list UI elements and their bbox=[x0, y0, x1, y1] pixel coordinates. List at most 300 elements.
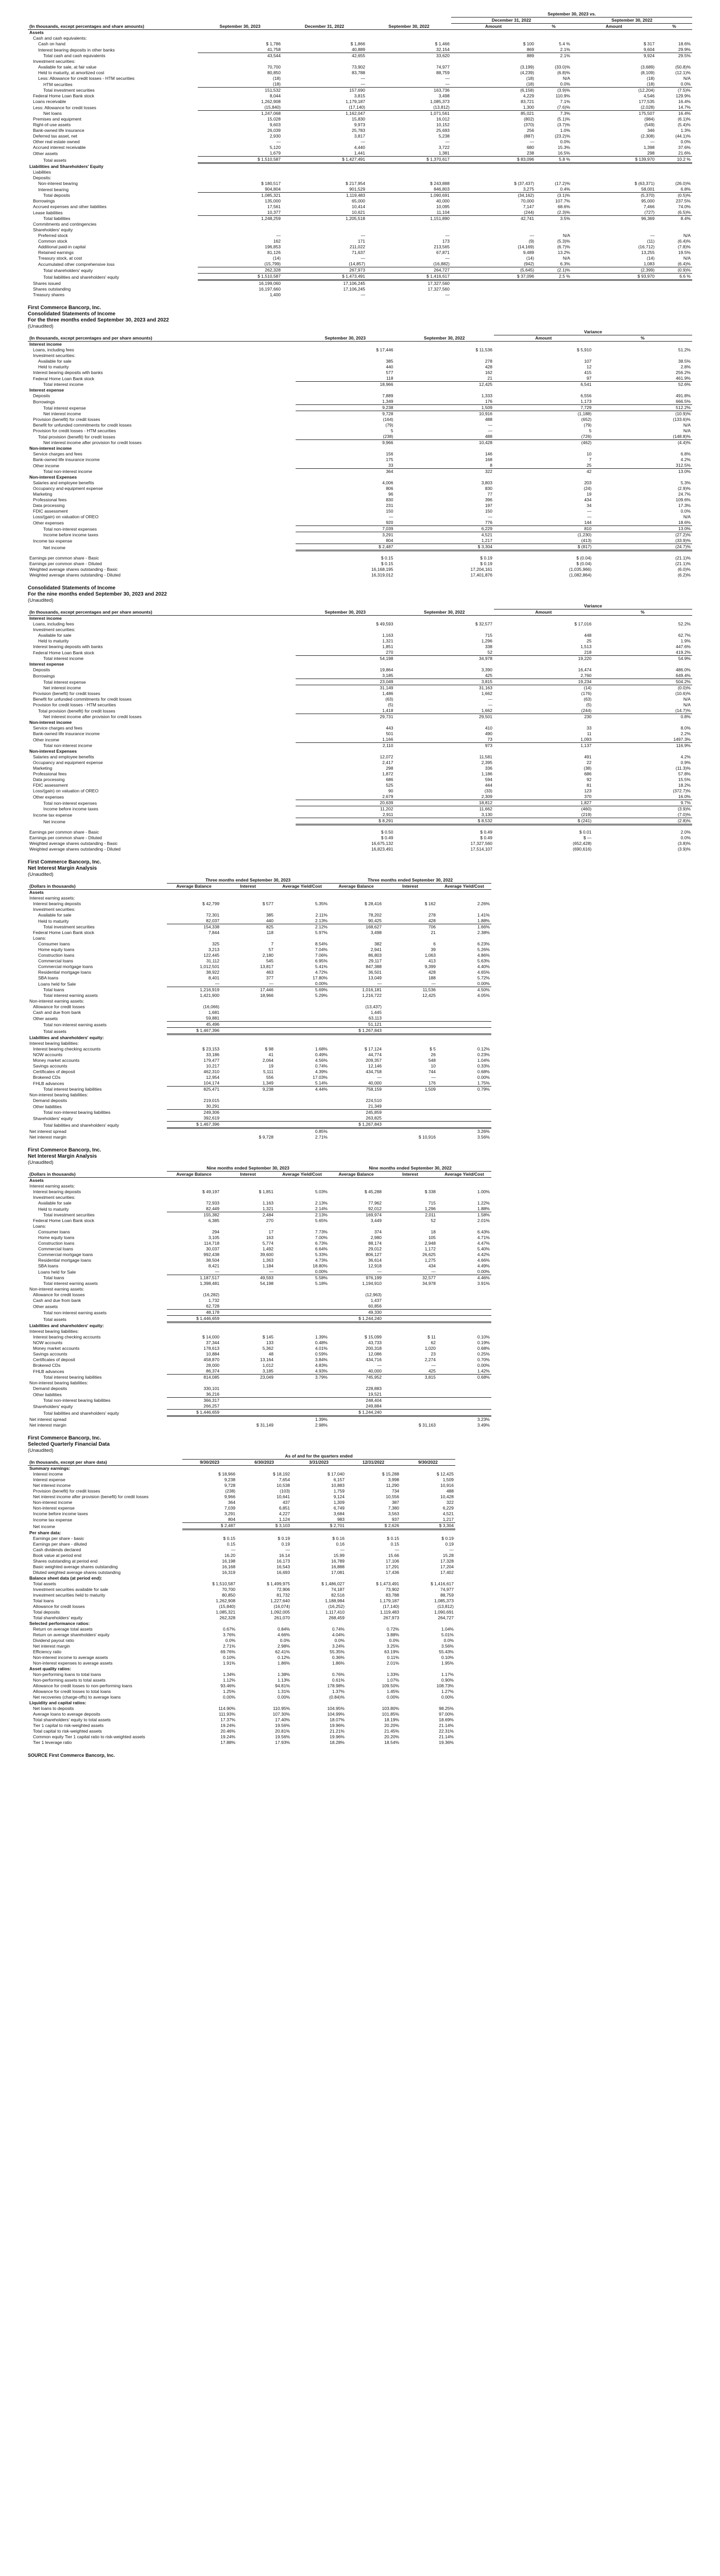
table-cell: 5.29% bbox=[315, 993, 328, 998]
row-label: Federal Home Loan Bank stock bbox=[33, 650, 95, 655]
table-cell bbox=[296, 387, 395, 393]
table-cell bbox=[395, 825, 494, 830]
row-label: Other assets bbox=[33, 1303, 58, 1309]
unaudited-label: (Unaudited) bbox=[28, 1448, 54, 1453]
row-label: Income before income taxes bbox=[43, 532, 98, 537]
table-cell: 3,390 bbox=[481, 667, 492, 672]
table-cell bbox=[395, 551, 494, 556]
table-cell: 0.67% bbox=[222, 1626, 235, 1632]
table-cell: 77 bbox=[487, 492, 492, 497]
table-cell: 434,716 bbox=[366, 1357, 382, 1362]
table-cell: 2,395 bbox=[481, 760, 492, 765]
row-label: Total liabilities and shareholders' equity bbox=[43, 1122, 119, 1128]
table-cell: 20.20% bbox=[384, 1734, 399, 1739]
table-cell: (413) bbox=[581, 538, 592, 543]
table-cell: (18) bbox=[272, 76, 281, 81]
table-cell: 17,401,876 bbox=[470, 572, 492, 578]
table-cell: 33,620 bbox=[367, 53, 451, 59]
table-row bbox=[28, 1740, 455, 1745]
table-row bbox=[28, 105, 692, 111]
table-cell: $ 17,446 bbox=[376, 347, 393, 352]
table-cell: — bbox=[445, 292, 450, 297]
table-cell: 10 bbox=[587, 451, 592, 456]
row-label: Assets bbox=[29, 30, 44, 35]
table-cell bbox=[167, 1380, 221, 1386]
table-cell: (1,230) bbox=[494, 532, 593, 538]
table-cell bbox=[593, 720, 693, 725]
row-label: Net interest income bbox=[43, 685, 81, 690]
table-cell: 0.00% bbox=[277, 1694, 290, 1700]
table-cell bbox=[275, 998, 329, 1004]
statement-title: Consolidated Statements of Income bbox=[28, 311, 116, 317]
table-cell: 491.8% bbox=[676, 393, 691, 398]
table-cell: 17,106 bbox=[386, 1558, 399, 1564]
table-cell bbox=[275, 1392, 329, 1398]
table-cell: 33,186 bbox=[206, 1052, 219, 1057]
table-cell: 434,758 bbox=[366, 1069, 382, 1074]
table-cell: 4.39% bbox=[315, 1069, 328, 1074]
table-row bbox=[28, 1523, 455, 1530]
row-label: Net income bbox=[43, 545, 65, 550]
table-cell: $ 5,910 bbox=[577, 347, 592, 352]
table-cell: 8.4% bbox=[656, 216, 692, 222]
table-cell: 24.7% bbox=[678, 492, 691, 497]
table-cell: 17,291 bbox=[386, 1564, 399, 1569]
bs-group-header: September 30, 2023 vs. bbox=[451, 11, 692, 18]
table-cell: (0.5)% bbox=[656, 193, 692, 199]
row-label: Borrowings bbox=[33, 399, 55, 404]
table-cell: 744 bbox=[428, 1069, 436, 1074]
table-cell: 16,012 bbox=[436, 116, 450, 122]
table-row bbox=[28, 1178, 491, 1184]
table-cell: 5.69% bbox=[275, 987, 329, 993]
table-cell: 16,173 bbox=[277, 1558, 290, 1564]
table-cell: 370 bbox=[584, 794, 592, 799]
table-cell bbox=[437, 1410, 491, 1416]
table-cell: 10,377 bbox=[267, 210, 281, 215]
table-row bbox=[28, 1098, 491, 1104]
table-cell: 73 bbox=[487, 737, 492, 742]
table-cell bbox=[656, 36, 692, 41]
table-cell: 10,538 bbox=[277, 1483, 290, 1488]
row-label: Available for sale bbox=[38, 1200, 72, 1206]
table-row bbox=[28, 267, 692, 274]
table-row bbox=[28, 1621, 455, 1626]
table-cell: (164) bbox=[383, 417, 393, 422]
table-cell: 1.68% bbox=[315, 1046, 328, 1052]
row-label: Retained earnings bbox=[38, 250, 74, 255]
table-row bbox=[28, 987, 491, 993]
table-cell: $ 1,267,843 bbox=[329, 1122, 383, 1128]
row-label: Occupancy and equipment expense bbox=[33, 486, 103, 491]
table-cell: 804 bbox=[386, 538, 393, 543]
table-cell: 3.24% bbox=[332, 1643, 345, 1649]
row-label: Commitments and contingencies bbox=[33, 222, 97, 227]
table-cell: (244) bbox=[524, 210, 534, 215]
source-line: SOURCE First Commerce Bancorp, Inc. bbox=[28, 1753, 115, 1758]
row-label: Provision (benefit) for credit losses bbox=[33, 417, 100, 422]
table-cell: 3.5% bbox=[536, 216, 572, 222]
row-label: Federal Home Loan Bank stock bbox=[33, 93, 95, 98]
table-row bbox=[28, 1115, 491, 1122]
table-cell: 1,262,908 bbox=[216, 1598, 235, 1603]
table-cell: 83,788 bbox=[386, 1592, 399, 1598]
table-cell: 73,902 bbox=[386, 1587, 399, 1592]
table-cell bbox=[572, 286, 656, 292]
row-label: Total non-interest expenses bbox=[43, 526, 97, 532]
table-cell: N/A bbox=[683, 256, 691, 261]
table-cell bbox=[221, 1386, 275, 1392]
table-cell: 1,083 bbox=[643, 261, 655, 266]
table-cell bbox=[536, 292, 572, 298]
table-cell: 1,137 bbox=[494, 743, 593, 749]
table-cell: 3.91% bbox=[477, 1281, 490, 1286]
table-cell: (16,712) bbox=[638, 244, 655, 249]
table-cell: 17 bbox=[268, 1229, 273, 1234]
table-cell bbox=[167, 1422, 221, 1428]
table-row bbox=[28, 616, 692, 622]
table-cell: N/A bbox=[683, 514, 691, 519]
table-cell: 36,614 bbox=[368, 1258, 382, 1263]
table-cell: 4,229 bbox=[523, 93, 534, 98]
table-cell: 1,400 bbox=[269, 292, 281, 297]
table-cell bbox=[329, 1380, 383, 1386]
table-cell bbox=[296, 342, 395, 348]
table-cell: $ (241) bbox=[494, 818, 593, 825]
table-cell: 364 bbox=[296, 469, 395, 475]
row-label: Interest bearing deposits in other banks bbox=[38, 47, 115, 53]
table-cell: $ 145 bbox=[262, 1334, 273, 1340]
table-row bbox=[28, 216, 692, 222]
table-cell: 218 bbox=[584, 650, 592, 655]
table-cell: — bbox=[285, 1547, 290, 1552]
row-label: Allowance for credit losses to non-performing loans bbox=[33, 1683, 132, 1688]
table-cell: 163,736 bbox=[367, 88, 451, 94]
row-label: Total assets bbox=[43, 1028, 66, 1034]
row-label: Home equity loans bbox=[38, 947, 75, 952]
table-row bbox=[28, 673, 692, 679]
row-label: Non-interest income bbox=[29, 446, 72, 451]
table-cell bbox=[451, 30, 536, 36]
table-cell: 146 bbox=[485, 451, 492, 456]
table-row bbox=[28, 1235, 491, 1241]
row-label: Data processing bbox=[33, 503, 65, 508]
table-cell bbox=[167, 1286, 221, 1292]
table-cell: $ 1,416,617 bbox=[367, 274, 451, 280]
table-cell bbox=[329, 1041, 383, 1046]
table-cell: $ (0.04) bbox=[576, 555, 592, 561]
table-cell: 266,257 bbox=[203, 1403, 219, 1409]
table-row bbox=[28, 187, 692, 193]
table-cell bbox=[593, 662, 693, 667]
row-label: Net interest income after provision (benefit) for credit losses bbox=[33, 1494, 149, 1499]
table-cell: (18) bbox=[272, 81, 281, 87]
table-cell: 256 bbox=[526, 128, 534, 133]
table-cell: N/A bbox=[683, 697, 691, 702]
table-cell bbox=[275, 1104, 329, 1110]
table-cell: 34 bbox=[587, 503, 592, 508]
table-row bbox=[28, 1303, 491, 1310]
table-cell: 1,827 bbox=[494, 800, 593, 806]
table-cell: $ 10,916 bbox=[418, 1134, 436, 1140]
row-label: Non-interest earning assets: bbox=[29, 1286, 84, 1292]
row-label: Selected performance ratios: bbox=[29, 1621, 90, 1626]
table-cell bbox=[437, 1104, 491, 1110]
table-cell: — bbox=[488, 428, 492, 433]
row-label: Weighted average shares outstanding - Diluted bbox=[29, 846, 121, 852]
table-cell: 228,883 bbox=[366, 1386, 382, 1391]
table-row bbox=[28, 783, 692, 788]
row-label: Total interest expense bbox=[43, 679, 86, 685]
row-label: Non-interest expense bbox=[33, 1505, 75, 1511]
table-cell: 224,510 bbox=[366, 1098, 382, 1103]
table-cell: — bbox=[488, 422, 492, 428]
table-cell: 18.19% bbox=[384, 1717, 399, 1722]
table-cell: 249,306 bbox=[167, 1110, 221, 1116]
table-cell: 19.56% bbox=[275, 1734, 290, 1739]
row-label: Income before income taxes bbox=[43, 806, 98, 811]
table-cell: (2.3)% bbox=[557, 210, 570, 215]
table-row bbox=[28, 446, 692, 451]
table-cell: 425 bbox=[428, 1368, 436, 1374]
table-cell: 1,090,691 bbox=[367, 193, 451, 199]
row-label: Interest bearing deposits with banks bbox=[33, 370, 103, 375]
table-cell: 92 bbox=[587, 777, 592, 782]
table-cell: 2,110 bbox=[296, 743, 395, 749]
table-cell: 1,090,691 bbox=[434, 1609, 454, 1615]
row-label: Loans: bbox=[33, 936, 46, 941]
table-row bbox=[28, 771, 692, 777]
table-cell: — bbox=[361, 233, 365, 238]
table-cell: 0.00% bbox=[477, 1269, 490, 1274]
table-cell: (12,204) bbox=[572, 88, 656, 94]
table-cell: 52.6% bbox=[593, 382, 693, 388]
table-cell: (727) bbox=[644, 210, 655, 215]
row-label: Total loans bbox=[43, 1275, 64, 1280]
row-label: Premises and equipment bbox=[33, 116, 82, 122]
table-cell bbox=[437, 1022, 491, 1028]
table-cell: 88,759 bbox=[440, 1592, 454, 1598]
table-cell: 118 bbox=[386, 376, 393, 381]
table-cell: 0.00% bbox=[315, 1269, 328, 1274]
table-row bbox=[28, 1022, 491, 1028]
table-cell bbox=[383, 1122, 437, 1128]
table-cell bbox=[401, 1575, 455, 1581]
table-cell: 1.3% bbox=[680, 128, 691, 133]
table-cell: 0.68% bbox=[437, 1375, 491, 1381]
table-cell: 745,952 bbox=[329, 1375, 383, 1381]
table-cell bbox=[437, 1386, 491, 1392]
table-cell: 30,291 bbox=[206, 1104, 219, 1109]
table-cell: (1,188) bbox=[494, 411, 593, 417]
table-cell bbox=[221, 1004, 275, 1010]
table-cell: 3.49% bbox=[477, 1422, 490, 1428]
table-cell: 1,205,518 bbox=[282, 216, 367, 222]
company-name: First Commerce Bancorp, Inc. bbox=[28, 1435, 101, 1441]
table-cell: 904,804 bbox=[265, 187, 281, 192]
table-row bbox=[28, 1723, 455, 1728]
row-label: Commercial loans bbox=[38, 1246, 74, 1251]
table-cell: 16.4% bbox=[656, 111, 692, 117]
table-cell: 230 bbox=[494, 714, 593, 720]
table-cell: 18,966 bbox=[296, 382, 395, 388]
table-cell: 4,521 bbox=[442, 1511, 454, 1516]
table-cell: 7,147 bbox=[523, 204, 534, 209]
table-row bbox=[28, 667, 692, 673]
table-cell: 21.14% bbox=[439, 1734, 454, 1739]
table-row bbox=[28, 1541, 455, 1547]
row-label: Available for sale bbox=[38, 359, 72, 364]
table-cell: $ 317 bbox=[643, 41, 655, 46]
table-row bbox=[28, 1329, 491, 1334]
table-cell: 5.58% bbox=[275, 1275, 329, 1281]
row-label: Non-interest Expenses bbox=[29, 474, 77, 480]
row-label: Loans: bbox=[33, 1224, 46, 1229]
table-cell: 3,803 bbox=[481, 480, 492, 485]
row-label: Net interest income after provision for credit losses bbox=[43, 714, 142, 719]
table-cell: 0.00% bbox=[315, 981, 328, 986]
table-cell: 270 bbox=[266, 1218, 273, 1223]
table-cell: 490 bbox=[485, 731, 492, 736]
table-cell: 1.37% bbox=[332, 1689, 345, 1694]
table-row bbox=[28, 1218, 491, 1224]
table-row bbox=[28, 210, 692, 216]
table-cell bbox=[572, 163, 656, 170]
table-cell: 0.0% bbox=[680, 81, 691, 87]
table-cell: 3,815 bbox=[395, 679, 494, 685]
table-cell bbox=[383, 1292, 437, 1298]
table-cell bbox=[593, 627, 693, 633]
table-cell: (63) bbox=[385, 697, 393, 702]
table-cell: 74,187 bbox=[331, 1587, 345, 1592]
table-cell: 649.4% bbox=[676, 673, 691, 678]
table-cell: 267,973 bbox=[383, 1615, 399, 1620]
table-cell: 1.07% bbox=[386, 1677, 399, 1683]
nim-col-header: Average Balance bbox=[329, 884, 383, 890]
table-cell: 86,374 bbox=[206, 1368, 219, 1374]
table-cell: 81,126 bbox=[267, 250, 281, 255]
table-cell: 3,105 bbox=[208, 1235, 219, 1240]
table-cell bbox=[221, 1392, 275, 1398]
table-cell: 1.39% bbox=[315, 1334, 328, 1340]
table-cell: (133.6)% bbox=[673, 417, 691, 422]
nim-nine-month-table bbox=[28, 1165, 491, 1428]
table-cell bbox=[167, 1183, 221, 1189]
table-cell: 1,509 bbox=[395, 405, 494, 411]
table-row bbox=[28, 59, 692, 64]
row-label: FDIC assessment bbox=[33, 783, 68, 788]
table-cell: 437 bbox=[282, 1500, 290, 1505]
nim-col-header: Average Balance bbox=[329, 1172, 383, 1178]
table-row bbox=[28, 679, 692, 685]
table-cell: 0.00% bbox=[477, 981, 490, 986]
table-cell: 51,121 bbox=[329, 1022, 383, 1028]
table-cell: (17,140) bbox=[349, 105, 365, 110]
table-cell: (16,252) bbox=[328, 1604, 345, 1609]
table-cell bbox=[572, 30, 656, 36]
table-row bbox=[28, 1069, 491, 1075]
row-label: Marketing bbox=[33, 766, 53, 771]
table-cell bbox=[451, 36, 536, 41]
table-cell: 18.6% bbox=[678, 41, 691, 46]
row-label: Asset quality ratios: bbox=[29, 1666, 72, 1671]
table-cell: (79) bbox=[385, 422, 393, 428]
table-cell: 504.2% bbox=[593, 679, 693, 685]
table-row bbox=[28, 1316, 491, 1323]
table-cell: — bbox=[231, 1547, 235, 1552]
table-cell: (17,140) bbox=[383, 1604, 399, 1609]
table-cell bbox=[437, 1323, 491, 1329]
company-name: First Commerce Bancorp, Inc. bbox=[28, 859, 101, 865]
table-cell bbox=[536, 59, 572, 64]
row-label: Deposits bbox=[33, 393, 50, 398]
row-label: Right-of-use assets bbox=[33, 122, 71, 127]
table-cell bbox=[383, 890, 437, 896]
table-cell bbox=[329, 936, 383, 941]
table-cell bbox=[221, 890, 275, 896]
table-cell: $ 1,267,843 bbox=[329, 1028, 383, 1035]
table-cell: 825 bbox=[221, 924, 275, 930]
table-cell: 2,274 bbox=[424, 1357, 436, 1362]
table-cell: 81 bbox=[587, 783, 592, 788]
row-label: Interest income bbox=[29, 342, 62, 347]
table-cell: $ (817) bbox=[494, 544, 593, 551]
table-row bbox=[28, 1092, 491, 1098]
table-cell: 6.8% bbox=[680, 451, 691, 456]
table-cell: (1,082,864) bbox=[569, 572, 592, 578]
table-row bbox=[28, 1626, 455, 1632]
table-cell: 734 bbox=[391, 1488, 399, 1494]
table-cell: 4.73% bbox=[315, 1258, 328, 1263]
table-cell: 110.9% bbox=[555, 93, 570, 98]
table-cell: 4,521 bbox=[395, 532, 494, 538]
table-cell bbox=[167, 1195, 221, 1200]
table-row bbox=[28, 1660, 455, 1666]
table-cell: $ 1,866 bbox=[350, 41, 365, 46]
table-cell: — bbox=[445, 81, 450, 87]
table-row bbox=[28, 1416, 491, 1423]
is-col-header: September 30, 2023 bbox=[296, 335, 395, 342]
table-cell bbox=[275, 1398, 329, 1404]
row-label: Interest bearing bbox=[38, 187, 69, 192]
table-cell bbox=[536, 163, 572, 170]
table-row bbox=[28, 1363, 491, 1368]
table-cell: N/A bbox=[562, 256, 570, 261]
table-cell: 18,812 bbox=[395, 800, 494, 806]
table-row bbox=[28, 81, 692, 88]
table-cell bbox=[167, 907, 221, 912]
table-cell: 1,363 bbox=[262, 1258, 273, 1263]
table-cell bbox=[437, 1028, 491, 1035]
table-cell: 9,238 bbox=[221, 1087, 275, 1093]
table-row bbox=[28, 457, 692, 463]
table-cell: N/A bbox=[683, 76, 691, 81]
table-cell: 298 bbox=[386, 766, 393, 771]
table-row bbox=[28, 998, 491, 1004]
table-cell: 42 bbox=[494, 469, 593, 475]
table-cell: 7,889 bbox=[382, 393, 393, 398]
row-label: Treasury stock, at cost bbox=[38, 256, 82, 261]
table-cell: $ 0.49 bbox=[480, 835, 492, 840]
table-cell: 18.80% bbox=[313, 1263, 328, 1268]
table-cell: 17,081 bbox=[331, 1570, 345, 1575]
table-cell: (15,840) bbox=[219, 1604, 235, 1609]
table-cell: 21 bbox=[431, 930, 436, 935]
table-cell: 1,179,187 bbox=[346, 99, 365, 104]
table-cell: 17,106,245 bbox=[343, 281, 365, 286]
table-cell bbox=[383, 1410, 437, 1416]
table-cell: 1,681 bbox=[208, 1010, 219, 1015]
